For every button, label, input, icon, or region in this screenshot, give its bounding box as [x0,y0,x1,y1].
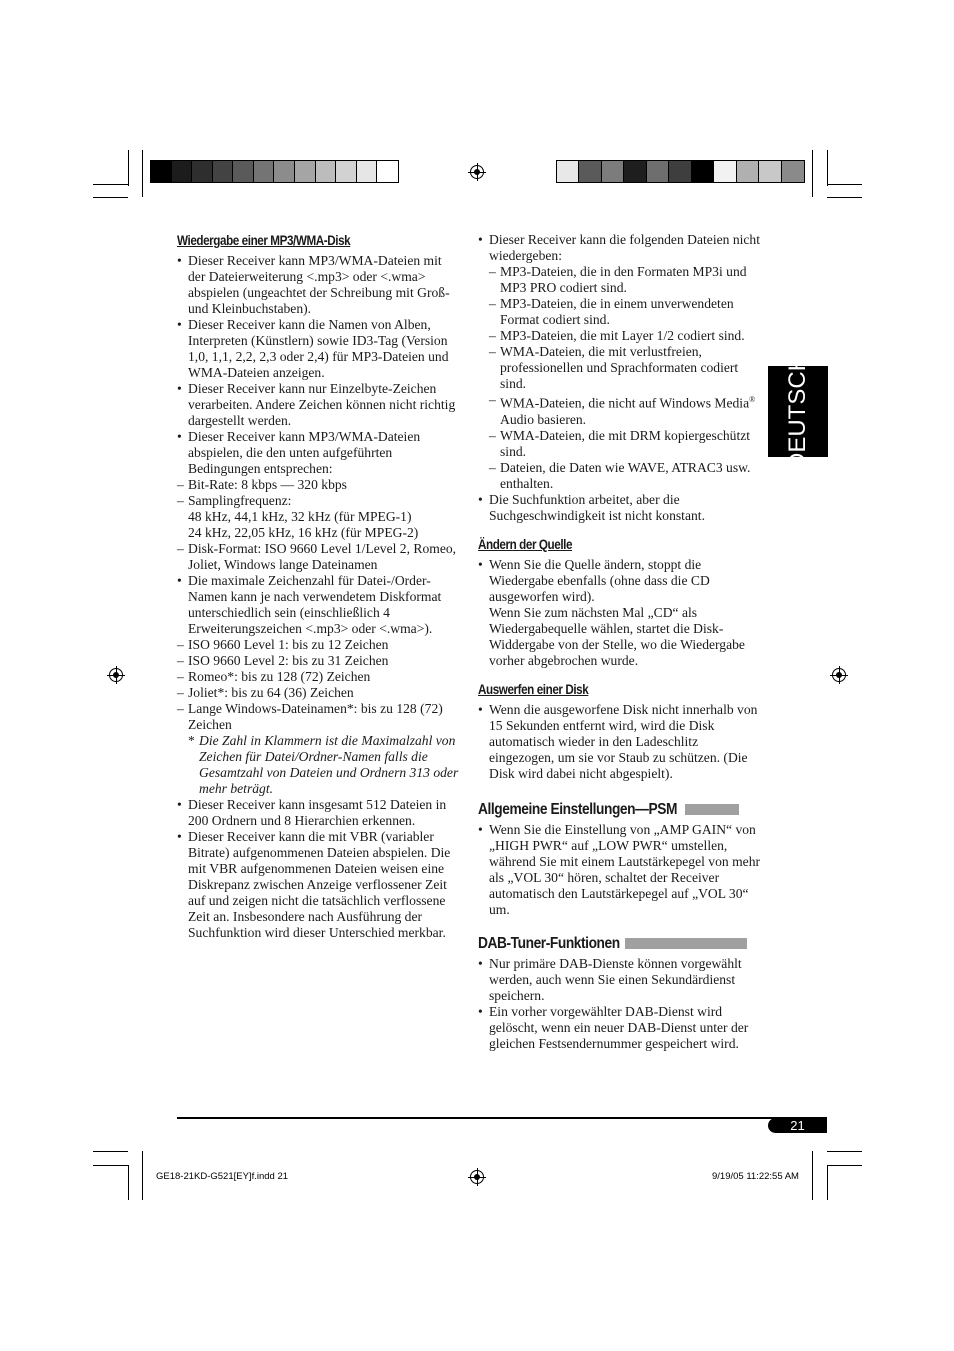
registered-mark: ® [749,395,756,404]
color-swatch [579,161,601,182]
list-item: – ISO 9660 Level 2: bis zu 31 Zeichen [177,653,462,669]
list-item: – Joliet*: bis zu 64 (36) Zeichen [177,685,462,701]
dab-section [478,936,763,1052]
list-item-text: WMA-Dateien, die nicht auf Windows Media [500,395,750,411]
language-tab-label: DEUTSCH [784,353,811,470]
language-tab [768,353,828,470]
right-column [478,232,763,1065]
sampling-line: 48 kHz, 44,1 kHz, 32 kHz (für MPEG-1) [188,509,412,524]
color-swatch [357,161,378,182]
color-swatch [647,161,669,182]
page-number: 21 [768,1118,827,1133]
list-item-text: Die maximale Zeichenzahl für Datei-/Order-Namen kann je nach verwendetem Diskformat unterschiedlich sein (einschließlich 4 Erweiterungszeichen <.mp3> oder <.wma>). [188,573,442,636]
psm-section [478,802,763,918]
list-item-text: Dieser Receiver kann MP3/WMA-Dateien abspielen, die den unten aufgeführten Bedingungen entsprechen: [188,429,421,476]
source-section [478,537,763,669]
list-item-text: • Wenn Sie die Quelle ändern, stoppt die Wiedergabe ebenfalls (ohne dass die CD ausgeworfen wird). [489,556,710,604]
color-calibration-strip-right [556,160,805,183]
color-swatch [692,161,714,182]
registration-mark-icon [470,165,484,179]
eject-section [478,682,763,782]
unsupported-files-list [478,232,763,524]
list-item: – Disk-Format: ISO 9660 Level 1/Level 2, Romeo, Joliet, Windows lange Dateinamen [177,541,462,573]
registration-mark-icon [832,668,846,682]
list-item: – Bit-Rate: 8 kbps — 320 kbps [177,477,462,493]
list-item: • Wenn die ausgeworfene Disk nicht innerhalb von 15 Sekunden entfernt wird, wird die Disk automatisch wieder in den Ladeschlitz eingezogen, um sie vor Staub zu schützen. (Die Disk wird dabei nicht abgespielt). [478,702,763,782]
source-list [478,557,763,669]
list-item [177,429,462,573]
list-item [478,232,763,492]
dab-list [478,956,763,1052]
section-heading-mp3-wma: Wiedergabe einer MP3/WMA-Disk [177,233,351,248]
list-item-text: Dieser Receiver kann die folgenden Dateien nicht wiedergeben: [489,232,761,263]
color-swatch [254,161,275,182]
color-swatch [624,161,646,182]
color-calibration-strip-left [150,160,399,183]
list-item: • Die Suchfunktion arbeitet, aber die Suchgeschwindigkeit ist nicht konstant. [478,492,763,524]
color-swatch [336,161,357,182]
footnote [188,733,462,797]
unsupported-files-section [478,232,763,524]
list-item: – Lange Windows-Dateinamen*: bis zu 128 (72) Zeichen [177,701,462,733]
list-item-text: Wenn Sie zum nächsten Mal „CD“ als Wiedergabequelle wählen, startet die Disk-Widdergabe von der Stelle, wo die Wiedergabe vorher abgebrochen wurde. [489,604,745,668]
color-swatch [233,161,254,182]
registration-mark-icon [109,668,123,682]
color-swatch [782,161,804,182]
sampling-label: – Samplingfrequenz: [188,493,292,508]
color-swatch [602,161,624,182]
list-item: • Nur primäre DAB-Dienste können vorgewählt werden, auch wenn Sie einen Sekundärdienst speichern. [478,956,763,1004]
mp3-wma-bullet-list [177,253,462,941]
list-item: • Ein vorher vorgewählter DAB-Dienst wird gelöscht, wenn ein neuer DAB-Dienst unter der gleichen Festsendernummer gespeichert wird. [478,1004,763,1052]
color-swatch [557,161,579,182]
color-swatch [377,161,398,182]
section-heading-text: Allgemeine Einstellungen—PSM [478,800,677,818]
heading-bar [625,938,747,949]
max-chars-list [177,637,462,733]
left-column [177,233,462,941]
list-item [478,557,763,669]
footnote-text: Die Zahl in Klammern ist die Maximalzahl von Zeichen für Datei/Ordner-Namen falls die Gesamtzahl von Dateien und Ordnern 313 oder mehr beträgt. [199,733,459,796]
color-swatch [714,161,736,182]
color-swatch [316,161,337,182]
print-slug-file: GE18-21KD-G521[EY]f.indd 21 [156,1171,289,1182]
list-item: – MP3-Dateien, die in einem unverwendeten Format codiert sind. [489,296,763,328]
section-heading-eject: Auswerfen einer Disk [478,681,589,697]
section-heading-text: DAB-Tuner-Funktionen [478,934,620,952]
list-item: – ISO 9660 Level 1: bis zu 12 Zeichen [177,637,462,653]
list-item: • Dieser Receiver kann die mit VBR (variabler Bitrate) aufgenommenen Dateien abspielen. Die mit VBR aufgenommenen Dateien weisen eine Diskrepanz zwischen Anzeige verflossener Zeit auf und zeigen nicht die tatsächlich verflossene Zeit an. Insbesondere nach Ausführung der Suchfunktion wird dieser Unterschied merkbar. [177,829,462,941]
list-item [177,493,462,541]
eject-list [478,702,763,782]
sampling-line: 24 kHz, 22,05 kHz, 16 kHz (für MPEG-2) [188,525,419,540]
section-heading-dab [478,936,763,952]
psm-list [478,822,763,918]
heading-bar [685,804,739,815]
section-heading-source: Ändern der Quelle [478,536,573,552]
list-item: – WMA-Dateien, die mit DRM kopiergeschützt sind. [489,428,763,460]
print-slug-date: 9/19/05 11:22:55 AM [712,1171,799,1182]
list-item: – MP3-Dateien, die mit Layer 1/2 codiert sind. [489,328,763,344]
list-item: • Wenn Sie die Einstellung von „AMP GAIN“ von „HIGH PWR“ auf „LOW PWR“ umstellen, während Sie mit einem Lautstärkepegel von mehr als „VOL 30“ hören, schaltet der Receiver automatisch den Lautstärkepegel auf „VOL 30“ um. [478,822,763,918]
color-swatch [213,161,234,182]
footnote-star: * [188,733,195,748]
color-swatch [759,161,781,182]
list-item: • Dieser Receiver kann nur Einzelbyte-Zeichen verarbeiten. Andere Zeichen können nicht richtig dargestellt werden. [177,381,462,429]
list-item [177,573,462,797]
color-swatch [172,161,193,182]
list-item: – Romeo*: bis zu 128 (72) Zeichen [177,669,462,685]
conditions-list [177,477,462,573]
color-swatch [295,161,316,182]
color-swatch [274,161,295,182]
list-item: • Dieser Receiver kann insgesamt 512 Dateien in 200 Ordnern und 8 Hierarchien erkennen. [177,797,462,829]
section-heading-psm [478,802,763,818]
list-item-text: Audio basieren. [500,411,587,427]
list-item: – Dateien, die Daten wie WAVE, ATRAC3 usw. enthalten. [489,460,763,492]
color-swatch [737,161,759,182]
list-item [489,392,763,428]
list-item: – WMA-Dateien, die mit verlustfreien, professionellen und Sprachformaten codiert sind. [489,344,763,392]
list-item: • Dieser Receiver kann MP3/WMA-Dateien mit der Dateierweiterung <.mp3> oder <.wma> abspielen (ungeachtet der Schreibung mit Groß- und Kleinbuchstaben). [177,253,462,317]
footer-rule [177,1117,827,1119]
unsupported-sublist [489,264,763,492]
registration-mark-icon [470,1170,484,1184]
list-item: • Dieser Receiver kann die Namen von Alben, Interpreten (Künstlern) sowie ID3-Tag (Version 1,0, 1,1, 2,2, 2,3 oder 2,4) für MP3-Dateien und WMA-Dateien anzeigen. [177,317,462,381]
color-swatch [151,161,172,182]
color-swatch [192,161,213,182]
list-item: – MP3-Dateien, die in den Formaten MP3i und MP3 PRO codiert sind. [489,264,763,296]
color-swatch [669,161,691,182]
